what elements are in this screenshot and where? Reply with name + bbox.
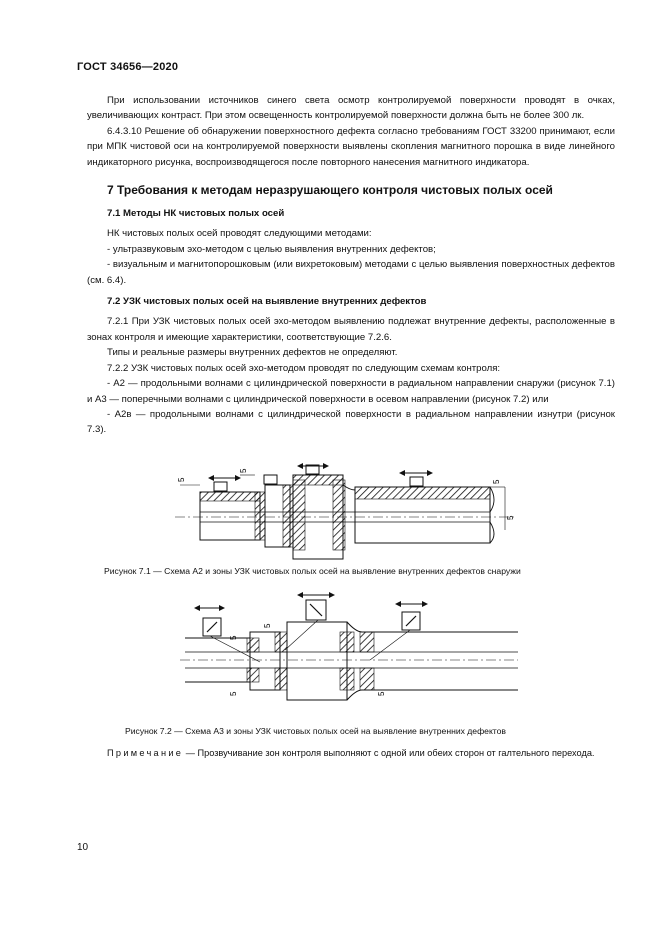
fig71-dim-3: 5 (492, 479, 501, 484)
fig71-dim-4: 5 (506, 515, 515, 520)
figure-7-2-diagram (0, 592, 661, 712)
list-item-a2v: - А2в — продольными волнами с цилиндрической поверхности в радиальном направлении изнутри (рисунок 7.3). (87, 408, 615, 436)
fig72-dim-4: 5 (377, 691, 386, 696)
fig72-dim-1: 5 (229, 635, 238, 640)
note-label: Примечание (107, 748, 184, 758)
section-7-title: 7 Требования к методам неразрушающего контроля чистовых полых осей (107, 183, 553, 198)
paragraph-defect-types: Типы и реальные размеры внутренних дефектов не определяют. (107, 347, 398, 359)
standard-header: ГОСТ 34656—2020 (77, 61, 179, 73)
note-block (87, 746, 615, 761)
paragraph-7-2-1: 7.2.1 При УЗК чистовых полых осей эхо-методом выявлению подлежат внутренние дефекты, расположенные в зонах контроля и имеющие характеристики, соответствующие 7.2.6. (87, 316, 615, 343)
page-number: 10 (77, 842, 89, 853)
paragraph-blue-light: При использовании источников синего света осмотр контролируемой поверхности проводят в очках, увеличивающих контраст. При этом освещенность контролируемой поверхности должна быть не более 300 лк. (87, 95, 615, 122)
list-item-a2-a3: - А2 — продольными волнами с цилиндрической поверхности в радиальном направлении снаружи (рисунок 7.1) и А3 — поперечными волнами с цилиндрической поверхности в осевом направлении (рисунок 7.2) или (87, 378, 615, 405)
fig72-transducer-center (306, 600, 326, 620)
fig71-dim-2: 5 (239, 468, 248, 473)
paragraph-6-4-3-10: 6.4.3.10 Решение об обнаружении поверхностного дефекта согласно требованиям ГОСТ 33200 принимают, если при МПК чистовой оси на контролируемой поверхности выявлены скопления магнитного порошка в виде линейного индикаторного рисунка, воспроизводящегося после повторного нанесения магнитного индикатора. (87, 125, 615, 168)
fig72-transducer-left (203, 618, 221, 636)
figure-7-1-caption: Рисунок 7.1 — Схема А2 и зоны УЗК чистовых полых осей на выявление внутренних дефектов снаружи (104, 566, 521, 576)
subsection-7-2-title: 7.2 УЗК чистовых полых осей на выявление внутренних дефектов (107, 296, 427, 308)
figure-7-1-diagram (0, 462, 661, 562)
paragraph-7-1-intro: НК чистовых полых осей проводят следующими методами: (107, 228, 372, 240)
fig72-dim-2: 5 (263, 623, 272, 628)
fig71-dim-1: 5 (177, 477, 186, 482)
fig72-transducer-right (402, 612, 420, 630)
list-item-visual: - визуальным и магнитопорошковым (или вихретоковым) методами с целью выявления поверхностных дефектов (см. 6.4). (87, 259, 615, 286)
list-item-ultrasonic: - ультразвуковым эхо-методом с целью выявления внутренних дефектов; (107, 243, 436, 255)
figure-7-2-caption: Рисунок 7.2 — Схема А3 и зоны УЗК чистовых полых осей на выявление внутренних дефектов (125, 726, 506, 736)
fig72-dim-3: 5 (229, 691, 238, 696)
subsection-7-1-title: 7.1 Методы НК чистовых полых осей (107, 208, 285, 220)
paragraph-7-2-2: 7.2.2 УЗК чистовых полых осей эхо-методом проводят по следующим схемам контроля: (107, 362, 501, 374)
note-text: — Прозвучивание зон контроля выполняют с одной или обеих сторон от галтельного перехода. (183, 748, 595, 758)
main-text (87, 93, 615, 438)
